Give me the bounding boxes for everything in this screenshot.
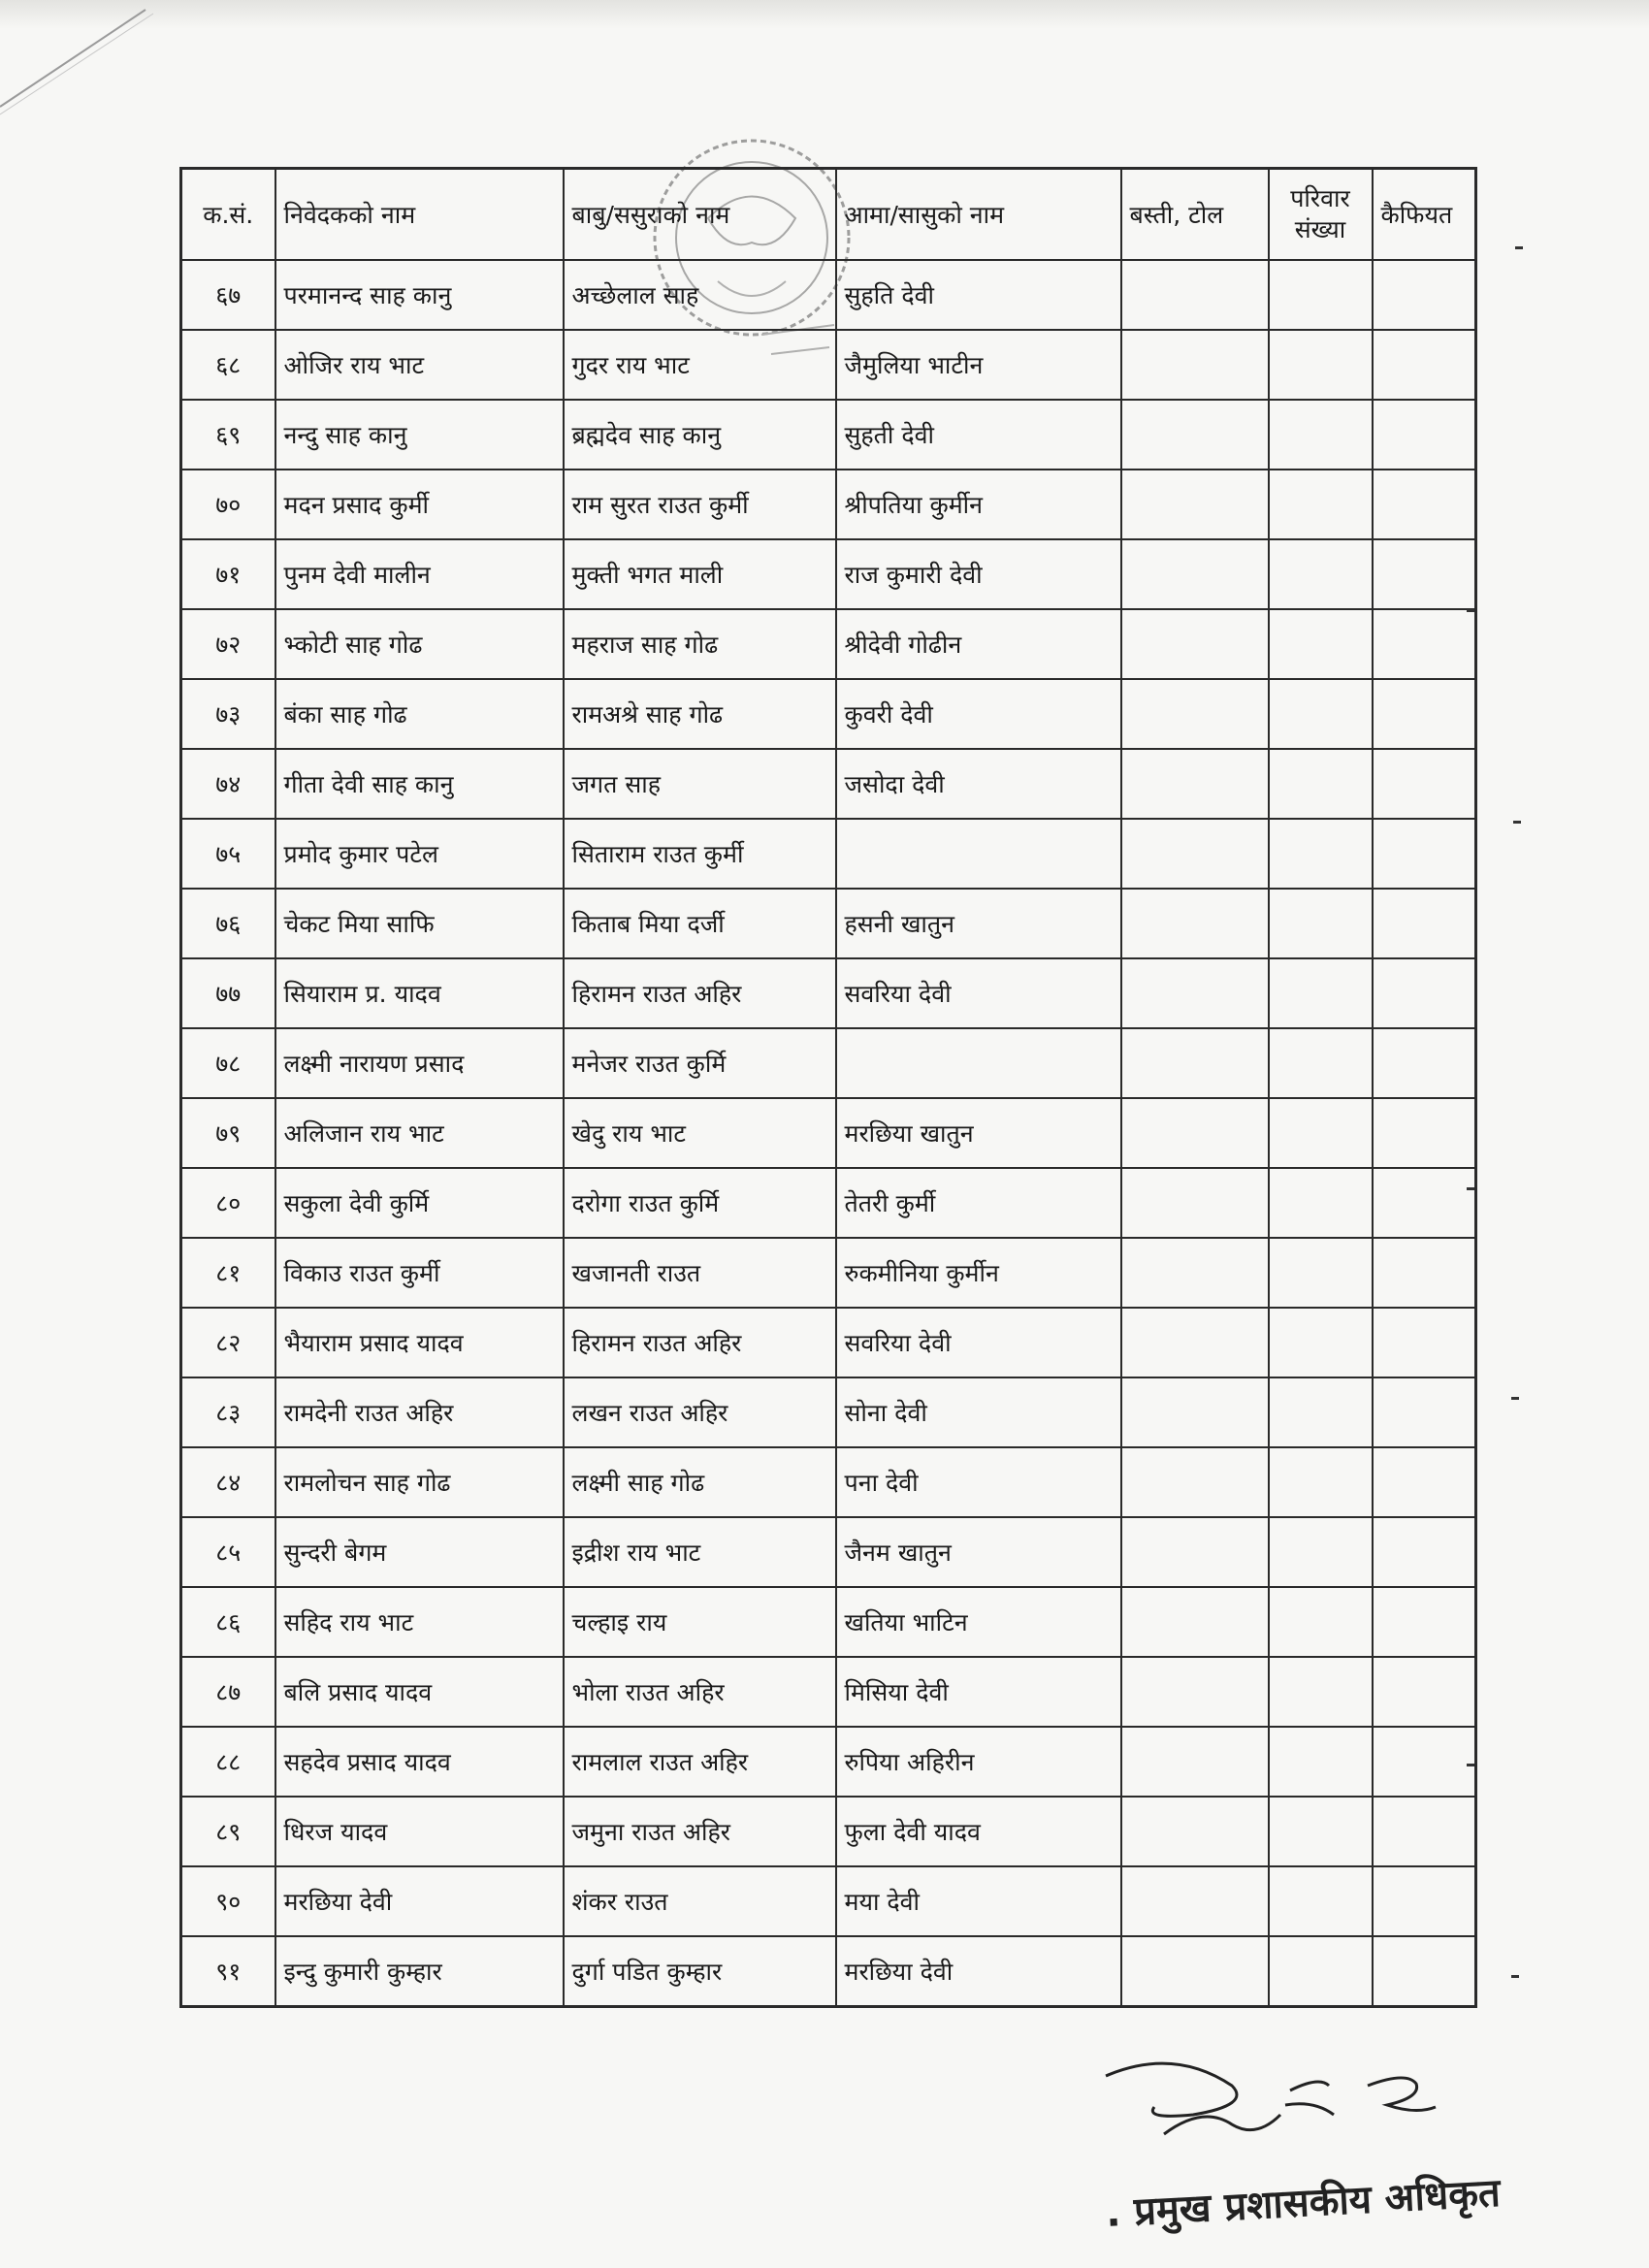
table-row [181, 1657, 1476, 1727]
cell-remarks [1373, 1936, 1476, 2007]
cell-serial-number: ७१ [181, 539, 275, 609]
table-row [181, 1727, 1476, 1797]
cell-family-count [1269, 1238, 1373, 1308]
cell-remarks [1373, 1727, 1476, 1797]
cell-serial-number: ६९ [181, 400, 275, 470]
cell-family-count [1269, 1098, 1373, 1168]
cell-father-name: खजानती राउत [564, 1238, 836, 1308]
cell-father-name: शंकर राउत [564, 1866, 836, 1936]
header-settlement: बस्ती, टोल [1121, 169, 1269, 261]
cell-applicant-name: इन्दु कुमारी कुम्हार [275, 1936, 564, 2007]
table-row [181, 1866, 1476, 1936]
cell-mother-name: जसोदा देवी [836, 749, 1121, 819]
cell-applicant-name: रामदेनी राउत अहिर [275, 1377, 564, 1447]
cell-settlement [1121, 1377, 1269, 1447]
cell-mother-name: फुला देवी यादव [836, 1797, 1121, 1866]
header-serial-number: क.सं. [181, 169, 275, 261]
cell-remarks [1373, 1517, 1476, 1587]
header-mother-name: आमा/सासुको नाम [836, 169, 1121, 261]
cell-father-name: चल्हाइ राय [564, 1587, 836, 1657]
cell-serial-number: ८९ [181, 1797, 275, 1866]
cell-settlement [1121, 609, 1269, 679]
cell-family-count [1269, 1657, 1373, 1727]
cell-settlement [1121, 1238, 1269, 1308]
cell-settlement [1121, 1517, 1269, 1587]
cell-applicant-name: भैयाराम प्रसाद यादव [275, 1308, 564, 1377]
cell-applicant-name: रामलोचन साह गोढ [275, 1447, 564, 1517]
cell-family-count [1269, 1447, 1373, 1517]
cell-father-name: हिरामन राउत अहिर [564, 1308, 836, 1377]
cell-settlement [1121, 330, 1269, 400]
table-row [181, 749, 1476, 819]
cell-remarks [1373, 889, 1476, 958]
cell-settlement [1121, 1866, 1269, 1936]
cell-family-count [1269, 260, 1373, 330]
table-row [181, 609, 1476, 679]
cell-serial-number: ७० [181, 470, 275, 539]
cell-family-count [1269, 958, 1373, 1028]
cell-father-name: रामलाल राउत अहिर [564, 1727, 836, 1797]
cell-applicant-name: भ्कोटी साह गोढ [275, 609, 564, 679]
header-applicant-name: निवेदकको नाम [275, 169, 564, 261]
cell-serial-number: ८० [181, 1168, 275, 1238]
table-row [181, 1797, 1476, 1866]
header-count-word: संख्या [1294, 215, 1346, 243]
cell-family-count [1269, 609, 1373, 679]
cell-family-count [1269, 1587, 1373, 1657]
cell-serial-number: ७७ [181, 958, 275, 1028]
cell-mother-name: मया देवी [836, 1866, 1121, 1936]
cell-settlement [1121, 1028, 1269, 1098]
cell-mother-name: श्रीपतिया कुर्मीन [836, 470, 1121, 539]
cell-serial-number: ९० [181, 1866, 275, 1936]
cell-serial-number: ६८ [181, 330, 275, 400]
table-row [181, 400, 1476, 470]
table-row [181, 819, 1476, 889]
cell-father-name: मनेजर राउत कुर्मि [564, 1028, 836, 1098]
cell-applicant-name: बलि प्रसाद यादव [275, 1657, 564, 1727]
cell-father-name: लखन राउत अहिर [564, 1377, 836, 1447]
cell-family-count [1269, 1797, 1373, 1866]
cell-settlement [1121, 1657, 1269, 1727]
table-row [181, 1238, 1476, 1308]
cell-settlement [1121, 260, 1269, 330]
cell-serial-number: ७३ [181, 679, 275, 749]
cell-applicant-name: प्रमोद कुमार पटेल [275, 819, 564, 889]
cell-remarks [1373, 539, 1476, 609]
table-body [181, 260, 1476, 2007]
cell-father-name: राम सुरत राउत कुर्मी [564, 470, 836, 539]
cell-remarks [1373, 1098, 1476, 1168]
cell-remarks [1373, 260, 1476, 330]
page-top-edge [0, 0, 1649, 29]
folded-corner-mark [0, 0, 155, 116]
cell-family-count [1269, 1377, 1373, 1447]
cell-remarks [1373, 1377, 1476, 1447]
cell-mother-name: सुहती देवी [836, 400, 1121, 470]
cell-serial-number: ८५ [181, 1517, 275, 1587]
cell-settlement [1121, 1727, 1269, 1797]
cell-applicant-name: मदन प्रसाद कुर्मी [275, 470, 564, 539]
cell-settlement [1121, 400, 1269, 470]
cell-mother-name: जैनम खातुन [836, 1517, 1121, 1587]
margin-mark [1467, 1187, 1474, 1190]
cell-applicant-name: बंका साह गोढ [275, 679, 564, 749]
margin-mark [1513, 821, 1521, 824]
cell-applicant-name: सहदेव प्रसाद यादव [275, 1727, 564, 1797]
cell-mother-name: रुपिया अहिरीन [836, 1727, 1121, 1797]
margin-mark [1467, 609, 1474, 612]
cell-serial-number: ८१ [181, 1238, 275, 1308]
cell-family-count [1269, 1866, 1373, 1936]
cell-settlement [1121, 819, 1269, 889]
cell-father-name: खेदु राय भाट [564, 1098, 836, 1168]
cell-father-name: अच्छेलाल साह [564, 260, 836, 330]
cell-mother-name: जैमुलिया भाटीन [836, 330, 1121, 400]
table-header-row [181, 169, 1476, 261]
cell-family-count [1269, 539, 1373, 609]
margin-mark [1515, 246, 1523, 249]
header-father-name: बाबु/ससुराको नाम [564, 169, 836, 261]
cell-father-name: गुदर राय भाट [564, 330, 836, 400]
header-family-word: परिवार [1290, 184, 1350, 212]
header-family-count [1269, 169, 1373, 261]
cell-mother-name [836, 819, 1121, 889]
cell-remarks [1373, 400, 1476, 470]
cell-father-name: मुक्ती भगत माली [564, 539, 836, 609]
cell-father-name: रामअश्रे साह गोढ [564, 679, 836, 749]
cell-mother-name: पना देवी [836, 1447, 1121, 1517]
cell-remarks [1373, 819, 1476, 889]
cell-remarks [1373, 330, 1476, 400]
cell-settlement [1121, 470, 1269, 539]
cell-remarks [1373, 749, 1476, 819]
cell-family-count [1269, 1727, 1373, 1797]
cell-serial-number: ८४ [181, 1447, 275, 1517]
cell-mother-name: मरछिया देवी [836, 1936, 1121, 2007]
cell-applicant-name: ओजिर राय भाट [275, 330, 564, 400]
table-row [181, 1517, 1476, 1587]
table-row [181, 470, 1476, 539]
cell-mother-name [836, 1028, 1121, 1098]
table-row [181, 679, 1476, 749]
cell-mother-name: सवरिया देवी [836, 1308, 1121, 1377]
cell-settlement [1121, 1447, 1269, 1517]
handwritten-signature [1086, 2047, 1455, 2154]
cell-applicant-name: चेकट मिया साफि [275, 889, 564, 958]
margin-mark [1511, 1397, 1519, 1400]
officer-designation: . प्रमुख प्रशासकीय अधिकृत [1104, 2170, 1502, 2236]
cell-applicant-name: धिरज यादव [275, 1797, 564, 1866]
cell-serial-number: ७८ [181, 1028, 275, 1098]
cell-settlement [1121, 1936, 1269, 2007]
margin-mark [1467, 1764, 1474, 1766]
cell-father-name: हिरामन राउत अहिर [564, 958, 836, 1028]
cell-mother-name: सुहति देवी [836, 260, 1121, 330]
cell-family-count [1269, 819, 1373, 889]
cell-serial-number: ८८ [181, 1727, 275, 1797]
table-row [181, 1587, 1476, 1657]
cell-remarks [1373, 1447, 1476, 1517]
cell-settlement [1121, 539, 1269, 609]
cell-mother-name: सोना देवी [836, 1377, 1121, 1447]
cell-mother-name: खतिया भाटिन [836, 1587, 1121, 1657]
cell-mother-name: मरछिया खातुन [836, 1098, 1121, 1168]
cell-father-name: दुर्गा पडित कुम्हार [564, 1936, 836, 2007]
cell-serial-number: ७५ [181, 819, 275, 889]
cell-remarks [1373, 609, 1476, 679]
cell-remarks [1373, 1028, 1476, 1098]
margin-mark [1511, 1975, 1519, 1978]
cell-serial-number: ७२ [181, 609, 275, 679]
table-row [181, 539, 1476, 609]
table-row [181, 889, 1476, 958]
cell-family-count [1269, 1308, 1373, 1377]
beneficiary-register-table [179, 167, 1477, 2008]
table-row [181, 1028, 1476, 1098]
cell-remarks [1373, 470, 1476, 539]
cell-applicant-name: नन्दु साह कानु [275, 400, 564, 470]
table-row [181, 1308, 1476, 1377]
cell-applicant-name: गीता देवी साह कानु [275, 749, 564, 819]
cell-applicant-name: अलिजान राय भाट [275, 1098, 564, 1168]
table-row [181, 1168, 1476, 1238]
cell-serial-number: ८७ [181, 1657, 275, 1727]
cell-mother-name: सवरिया देवी [836, 958, 1121, 1028]
cell-mother-name: रुकमीनिया कुर्मीन [836, 1238, 1121, 1308]
cell-applicant-name: सकुला देवी कुर्मि [275, 1168, 564, 1238]
cell-family-count [1269, 1936, 1373, 2007]
cell-remarks [1373, 1308, 1476, 1377]
cell-serial-number: ८६ [181, 1587, 275, 1657]
cell-family-count [1269, 330, 1373, 400]
cell-applicant-name: सुन्दरी बेगम [275, 1517, 564, 1587]
cell-applicant-name: सहिद राय भाट [275, 1587, 564, 1657]
table-row [181, 1936, 1476, 2007]
cell-serial-number: ७६ [181, 889, 275, 958]
cell-mother-name: हसनी खातुन [836, 889, 1121, 958]
table-row [181, 260, 1476, 330]
cell-remarks [1373, 1587, 1476, 1657]
cell-family-count [1269, 1517, 1373, 1587]
cell-applicant-name: सियाराम प्र. यादव [275, 958, 564, 1028]
cell-father-name: लक्ष्मी साह गोढ [564, 1447, 836, 1517]
cell-father-name: महराज साह गोढ [564, 609, 836, 679]
cell-settlement [1121, 958, 1269, 1028]
cell-father-name: जमुना राउत अहिर [564, 1797, 836, 1866]
cell-serial-number: ८३ [181, 1377, 275, 1447]
table-row [181, 1377, 1476, 1447]
cell-serial-number: ९१ [181, 1936, 275, 2007]
cell-mother-name: कुवरी देवी [836, 679, 1121, 749]
cell-settlement [1121, 1308, 1269, 1377]
cell-settlement [1121, 749, 1269, 819]
cell-father-name: भोला राउत अहिर [564, 1657, 836, 1727]
cell-family-count [1269, 679, 1373, 749]
cell-remarks [1373, 958, 1476, 1028]
cell-remarks [1373, 1238, 1476, 1308]
cell-applicant-name: पुनम देवी मालीन [275, 539, 564, 609]
table-row [181, 958, 1476, 1028]
header-remarks: कैफियत [1373, 169, 1476, 261]
cell-serial-number: ७९ [181, 1098, 275, 1168]
table-row [181, 1098, 1476, 1168]
cell-settlement [1121, 1797, 1269, 1866]
cell-remarks [1373, 1866, 1476, 1936]
cell-mother-name: राज कुमारी देवी [836, 539, 1121, 609]
cell-family-count [1269, 1028, 1373, 1098]
cell-family-count [1269, 400, 1373, 470]
cell-family-count [1269, 889, 1373, 958]
cell-settlement [1121, 1098, 1269, 1168]
cell-applicant-name: परमानन्द साह कानु [275, 260, 564, 330]
cell-settlement [1121, 679, 1269, 749]
cell-serial-number: ६७ [181, 260, 275, 330]
table-row [181, 330, 1476, 400]
cell-father-name: दरोगा राउत कुर्मि [564, 1168, 836, 1238]
cell-mother-name: श्रीदेवी गोढीन [836, 609, 1121, 679]
cell-mother-name: मिसिया देवी [836, 1657, 1121, 1727]
cell-family-count [1269, 749, 1373, 819]
cell-remarks [1373, 1797, 1476, 1866]
cell-family-count [1269, 470, 1373, 539]
cell-father-name: किताब मिया दर्जी [564, 889, 836, 958]
cell-mother-name: तेतरी कुर्मी [836, 1168, 1121, 1238]
cell-family-count [1269, 1168, 1373, 1238]
cell-remarks [1373, 1657, 1476, 1727]
cell-father-name: जगत साह [564, 749, 836, 819]
cell-applicant-name: मरछिया देवी [275, 1866, 564, 1936]
cell-remarks [1373, 1168, 1476, 1238]
cell-father-name: इद्रीश राय भाट [564, 1517, 836, 1587]
cell-applicant-name: विकाउ राउत कुर्मी [275, 1238, 564, 1308]
cell-father-name: सिताराम राउत कुर्मी [564, 819, 836, 889]
cell-serial-number: ७४ [181, 749, 275, 819]
cell-serial-number: ८२ [181, 1308, 275, 1377]
table-row [181, 1447, 1476, 1517]
cell-settlement [1121, 1168, 1269, 1238]
cell-applicant-name: लक्ष्मी नारायण प्रसाद [275, 1028, 564, 1098]
cell-settlement [1121, 889, 1269, 958]
cell-settlement [1121, 1587, 1269, 1657]
cell-remarks [1373, 679, 1476, 749]
cell-father-name: ब्रह्मदेव साह कानु [564, 400, 836, 470]
